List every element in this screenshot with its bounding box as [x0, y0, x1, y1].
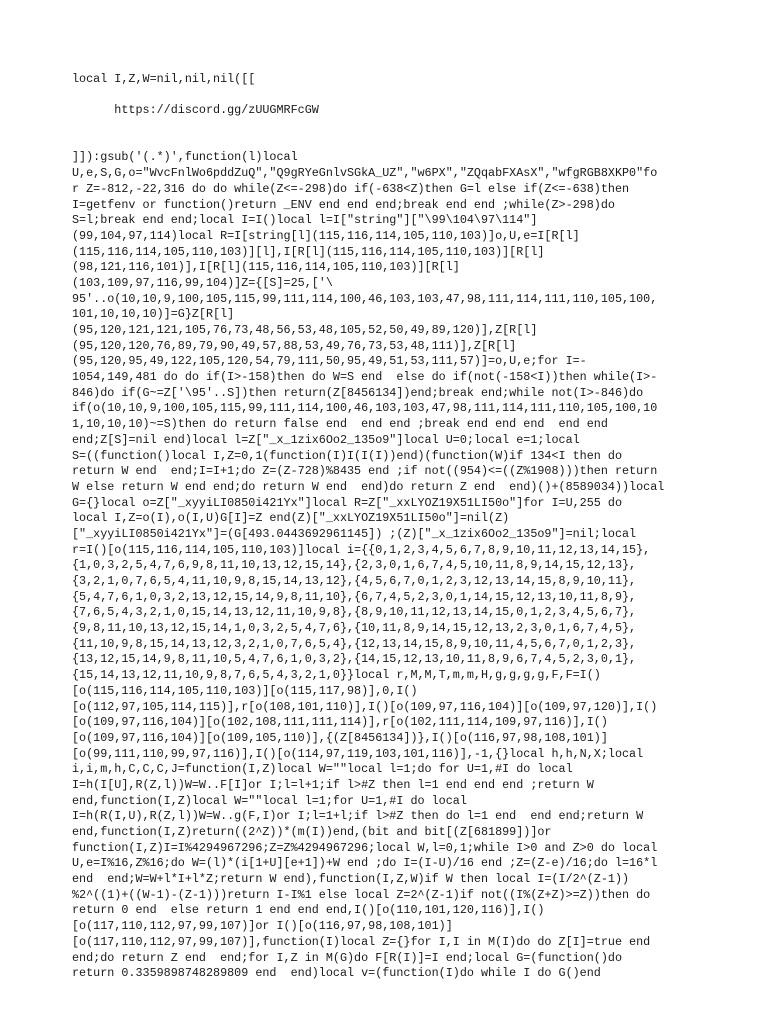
code-line: %2^((1)+((W-1)-(Z-1)))return I-I%1 else local Z=2^(Z-1)if not((I%(Z+Z)>=Z))then do	[72, 887, 651, 902]
code-line: end;Z[S]=nil end)local l=Z["_x_1zix6Oo2_135o9"]local U=0;local e=1;local	[72, 432, 580, 447]
code-line: S=l;break end end;local I=I()local l=I["string"]["\99\104\97\114"]	[72, 213, 538, 228]
code-line: ["_xyyiLI0850i421Yx"]=(G[493.0443692961145]) ;(Z)["_x_1zix6Oo2_135o9"]=nil;local	[72, 526, 637, 541]
code-line: r=I()[o(115,116,114,105,110,103)]local i={{0,1,2,3,4,5,6,7,8,9,10,11,12,13,14,15},	[72, 542, 651, 557]
code-line: 95'..o(10,10,9,100,105,115,99,111,114,100,46,103,103,47,98,111,114,111,110,105,100,	[72, 291, 658, 306]
code-line: (95,120,120,76,89,79,90,49,57,88,53,49,76,73,53,48,111)],Z[R[l]	[72, 338, 517, 353]
code-line: {15,14,13,12,11,10,9,8,7,6,5,4,3,2,1,0}}local r,M,M,T,m,m,H,g,g,g,g,F,F=I()	[72, 668, 601, 683]
code-line: I=h(R(I,U),R(Z,l))W=W..g(F,I)or I;l=1+l;if l>#Z then do l=1 end end end;return W	[72, 809, 644, 824]
code-line	[72, 119, 704, 135]
code-line: end,function(I,Z)return((2^Z))*(m(I))end,(bit and bit[(Z[681899])]or	[72, 825, 552, 839]
code-line: S=((function()local I,Z=0,1(function(I)I(I(I))end)(function(W)if 134<I then do	[72, 448, 622, 463]
code-line: local I,Z,W=nil,nil,nil([[	[72, 72, 256, 86]
code-line: (95,120,121,121,105,76,73,48,56,53,48,105,52,50,49,89,120)],Z[R[l]	[72, 323, 538, 337]
code-line: return W end end;I=I+1;do Z=(Z-728)%8435 end ;if not((954)<=((Z%1908)))then return	[72, 464, 658, 479]
code-line: G={}local o=Z["_xyyiLI0850i421Yx"]local R=Z["_xxLYOZ19X51LI50o"]for I=U,255 do	[72, 495, 622, 510]
code-line: {3,2,1,0,7,6,5,4,11,10,9,8,15,14,13,12},{4,5,6,7,0,1,2,3,12,13,14,15,8,9,10,11},	[72, 574, 637, 588]
code-line: local I,Z=o(I),o(I,U)G[I]=Z end(Z)["_xxLYOZ19X51LI50o"]=nil(Z)	[72, 511, 510, 526]
code-line: return 0 end else return 1 end end end,I()[o(110,101,120,116)],I()	[72, 903, 545, 918]
code-line: ]]):gsub('(.*)',function(l)local	[72, 150, 298, 165]
code-line: U,e=I%16,Z%16;do W=(l)*(i[1+U][e+1])+W end ;do I=(I-U)/16 end ;Z=(Z-e)/16;do l=16*l	[72, 856, 658, 871]
code-line: {11,10,9,8,15,14,13,12,3,2,1,0,7,6,5,4},{12,13,14,15,8,9,10,11,4,5,6,7,0,1,2,3},	[72, 636, 637, 651]
code-line: U,e,S,G,o="WvcFnlWo6pddZuQ","Q9gRYeGnlvSGkA_UZ","w6PX","ZQqabFXAsX","wfgRGB8XKP0"fo	[72, 166, 658, 181]
code-line: 1054,149,481 do do if(I>-158)then do W=S end else do if(not(-158<I))then while(I>-	[72, 370, 658, 385]
code-line: {13,12,15,14,9,8,11,10,5,4,7,6,1,0,3,2},{14,15,12,13,10,11,8,9,6,7,4,5,2,3,0,1},	[72, 652, 637, 667]
code-line	[72, 135, 704, 151]
code-line: r Z=-812,-22,316 do do while(Z<=-298)do if(-638<Z)then G=l else if(Z<=-638)then	[72, 181, 630, 196]
code-line: 1,10,10,10)~=S)then do return false end end end ;break end end end end end	[72, 417, 608, 432]
code-line: end end;W=W+l*I+l*Z;return W end),function(I,Z,W)if W then local I=(I/2^(Z-1))	[72, 872, 630, 887]
code-document	[72, 72, 704, 982]
code-line: [o(99,111,110,99,97,116)],I()[o(114,97,119,103,101,116)],-1,{}local h,h,N,X;local	[72, 746, 644, 761]
code-line: {1,0,3,2,5,4,7,6,9,8,11,10,13,12,15,14},{2,3,0,1,6,7,4,5,10,11,8,9,14,15,12,13},	[72, 558, 637, 573]
code-line: I=h(I[U],R(Z,l))W=W..F[I]or I;l=l+1;if l>#Z then l=1 end end end ;return W	[72, 777, 594, 792]
code-line: 846)do if(G~=Z['\95'..S])then return(Z[8456134])end;break end;while not(I>-846)do	[72, 385, 644, 400]
code-line	[72, 88, 704, 104]
code-line: (115,116,114,105,110,103)][l],I[R[l](115,116,114,105,110,103)][R[l]	[72, 244, 545, 259]
code-line: [o(117,110,112,97,99,107)],function(I)local Z={}for I,I in M(I)do do Z[I]=true end	[72, 934, 651, 949]
code-line: (99,104,97,114)local R=I[string[l](115,116,114,105,110,103)]o,U,e=I[R[l]	[72, 228, 580, 243]
code-line: (103,109,97,116,99,104)]Z={[S]=25,['\	[72, 275, 333, 290]
code-line: [o(117,110,112,97,99,107)]or I()[o(116,97,98,108,101)]	[72, 919, 453, 934]
code-line: end,function(I,Z)local W=""local l=1;for U=1,#I do local	[72, 793, 467, 808]
code-line: (98,121,116,101)],I[R[l](115,116,114,105,110,103)][R[l]	[72, 260, 460, 275]
code-line: {7,6,5,4,3,2,1,0,15,14,13,12,11,10,9,8},{8,9,10,11,12,13,14,15,0,1,2,3,4,5,6,7},	[72, 605, 637, 620]
code-line: 101,10,10,10)]=G}Z[R[l]	[72, 307, 235, 322]
code-line: [o(109,97,116,104)][o(109,105,110)],{(Z[8456134])},I()[o(116,97,98,108,101)]	[72, 730, 608, 745]
code-line: [o(115,116,114,105,110,103)][o(115,117,98)],0,I()	[72, 683, 418, 698]
code-line: W else return W end end;do return W end end)do return Z end end)()+(8589034))local	[72, 479, 665, 494]
code-line: {9,8,11,10,13,12,15,14,1,0,3,2,5,4,7,6},{10,11,8,9,14,15,12,13,2,3,0,1,6,7,4,5},	[72, 621, 637, 636]
code-line: [o(112,97,105,114,115)],r[o(108,101,110)],I()[o(109,97,116,104)][o(109,97,120)],I()	[72, 699, 658, 714]
code-line: {5,4,7,6,1,0,3,2,13,12,15,14,9,8,11,10},{6,7,4,5,2,3,0,1,14,15,12,13,10,11,8,9},	[72, 589, 637, 604]
code-line: i,i,m,h,C,C,C,J=function(I,Z)local W=""local l=1;do for U=1,#I do local	[72, 762, 573, 777]
code-line: function(I,Z)I=I%4294967296;Z=Z%4294967296;local W,l=0,1;while I>0 and Z>0 do local	[72, 840, 658, 855]
code-line: end;do return Z end end;for I,Z in M(G)do F[R(I)]=I end;local G=(function()do	[72, 950, 622, 965]
code-line: [o(109,97,116,104)][o(102,108,111,111,114)],r[o(102,111,114,109,97,116)],I()	[72, 715, 608, 730]
code-line: https://discord.gg/zUUGMRFcGW	[72, 103, 319, 118]
code-line: return 0.3359898748289809 end end)local v=(function(I)do while I do G()end	[72, 966, 601, 981]
code-line: if(o(10,10,9,100,105,115,99,111,114,100,46,103,103,47,98,111,114,111,110,105,100,10	[72, 401, 658, 416]
code-line: (95,120,95,49,122,105,120,54,79,111,50,95,49,51,53,111,57)]=o,U,e;for I=-	[72, 354, 587, 369]
code-line: I=getfenv or function()return _ENV end end end;break end end ;while(Z>-298)do	[72, 197, 615, 212]
